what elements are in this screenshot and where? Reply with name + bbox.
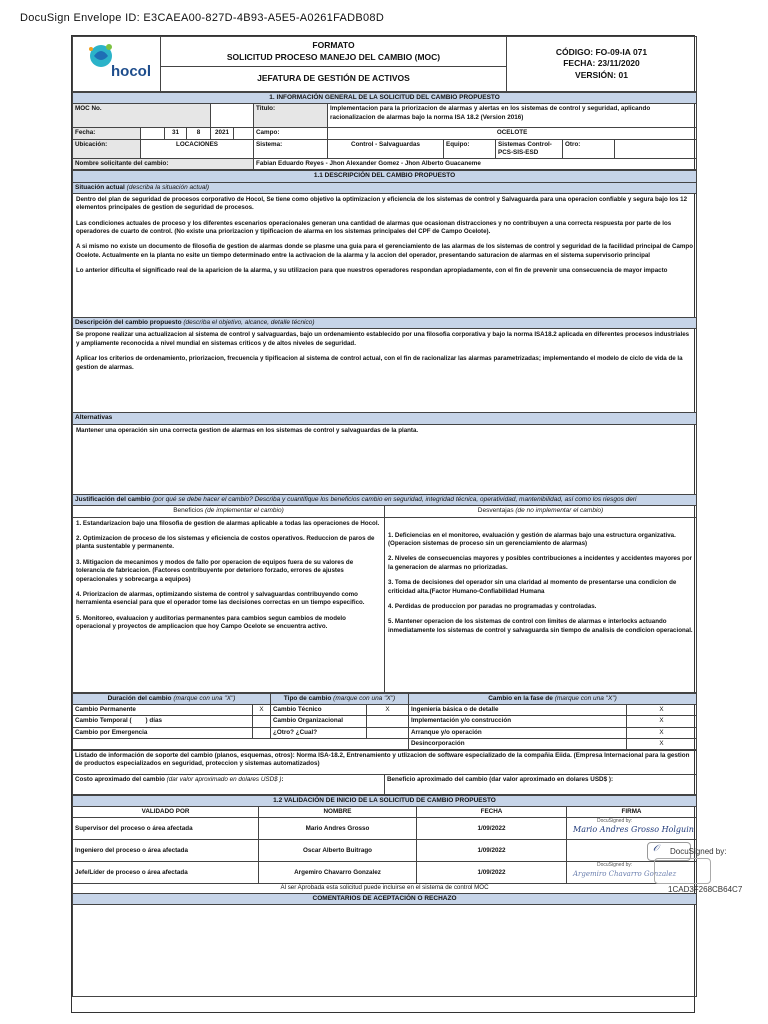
table-row	[73, 840, 697, 862]
desventaja-item: 2. Niveles de consecuencias mayores y posibles contribuciones a incidentes y accidentes mayores por la generacion de alarmas no priorizadas.	[388, 555, 693, 571]
signature: Argemiro Chavarro Gonzalez	[573, 870, 677, 879]
duracion-hint: (marque con una "X")	[173, 694, 236, 702]
costo-cell[interactable]	[73, 774, 385, 794]
form-title: SOLICITUD PROCESO MANEJO DEL CAMBIO (MOC)	[226, 51, 441, 62]
form-version: VERSIÓN: 01	[575, 69, 628, 80]
code-cell	[507, 37, 697, 92]
situacion-header	[73, 182, 697, 193]
situacion-hint: (describa la situación actual)	[126, 183, 210, 191]
desventaja-item: 3. Toma de decisiones del operador sin una claridad al momento de presentarse una condicion de criticidad alta.(Factor Humano-Confiabilidad Humana	[388, 579, 677, 595]
costo-label: Costo aproximado del cambio	[75, 775, 165, 783]
emergencia-mark[interactable]	[253, 727, 271, 738]
justificacion-header	[73, 494, 697, 505]
validador-fecha: 1/09/2022	[417, 818, 567, 840]
ubicacion-value[interactable]: LOCACIONES	[141, 139, 254, 158]
desventajas-label: Desventajas	[477, 507, 514, 515]
campo-value[interactable]: OCELOTE	[328, 128, 697, 139]
section-1	[72, 92, 697, 170]
beneficio-item: 3. Mitigacion de mecanimos y modos de fallo por operacion de equipos fuera de su valores de tolerancia de fabricacion. (Factores contribuyente por deterioro forzado, errores de ajustes operacionales y sobrecarga a equipos)	[76, 558, 354, 583]
fase-item-mark[interactable]: X	[627, 716, 697, 727]
comentarios-area[interactable]	[73, 904, 697, 996]
fecha-year[interactable]: 2021	[211, 128, 234, 139]
fecha-month[interactable]: 8	[187, 128, 211, 139]
hocol-logo-icon	[77, 38, 157, 86]
tipo-header	[271, 693, 409, 704]
fase-item-label: Implementación y/o construcción	[409, 716, 627, 727]
form-title-cell	[161, 37, 507, 67]
docusigned-small: DocuSigned by:	[597, 862, 633, 869]
fase-item-label: Desincorporación	[409, 738, 627, 749]
alternativas-label: Alternativas	[73, 413, 697, 424]
desventaja-item: 4. Perdidas de produccion por paradas no programadas y controladas.	[388, 602, 597, 610]
signature: Mario Andres Grosso Holguin	[573, 825, 694, 835]
desventajas-header	[385, 506, 697, 517]
organizacional-mark[interactable]	[367, 716, 409, 727]
desventaja-item: 5. Mantener operacion de los sistemas de control con limites de alarmas e interlocks actuando inmediatamente los sistemas de control y salvaguarda sin tiempo de analisis de condicion operacional.	[388, 618, 693, 634]
temporal-dias: días	[149, 717, 163, 725]
moc-form	[71, 35, 695, 1013]
docusign-code: 1CAD3F268CB64C7	[668, 885, 743, 894]
fase-item-label: Arranque y/o operación	[409, 727, 627, 738]
desventaja-item: 1. Deficiencias en el monitoreo, evaluación y gestión de alarmas bajo una estructura organizativa. (Operacion sistemas de proceso sin un gerenciamiento de alarmas)	[388, 531, 676, 548]
situacion-para: Lo anterior dificulta el significado real de la aparicion de la alarma, y su utilizacion para que nuestros operadores respondan apropiadamente, con el fin de prevenir una consecuencia de mayor impacto	[76, 267, 668, 275]
equipo-label: Equipo:	[444, 139, 496, 158]
tipo-hint: (marque con una "X")	[333, 694, 396, 702]
table-row	[73, 818, 697, 840]
sistema-label: Sistema:	[254, 139, 328, 158]
comentarios-title: COMENTARIOS DE ACEPTACIÓN O RECHAZO	[73, 893, 697, 904]
costo-suffix: :	[281, 775, 284, 783]
format-label: FORMATO	[312, 40, 355, 51]
fecha-label: Fecha:	[73, 128, 141, 139]
situacion-text[interactable]	[73, 194, 697, 318]
beneficio-item: 1. Estandarizacion bajo una filosofia de gestion de alarmas aplicable a todas las operaciones de Hocol.	[76, 519, 380, 527]
moc-value[interactable]	[211, 104, 254, 128]
aprobada-note: Al ser Aprobada esta solicitud puede incluirse en el sistema de control MOC	[73, 884, 697, 893]
beneficio-item: 4. Priorizacion de alarmas, optimizando sistema de control y salvaguardas contribuyendo como herramienta esencial para que el operador tome las decisiones correctas en un tiempo especifico.	[76, 590, 365, 607]
section-1-title: 1. INFORMACIÓN GENERAL DE LA SOLICITUD DEL CAMBIO PROPUESTO	[73, 93, 697, 104]
validador-fecha: 1/09/2022	[417, 840, 567, 862]
ubicacion-label: Ubicación:	[73, 139, 141, 158]
col-firma: FIRMA	[567, 807, 697, 818]
docusigned-by-label: DocuSigned by:	[670, 847, 727, 856]
situacion-label: Situación actual	[75, 183, 125, 191]
equipo-value[interactable]: Sistemas Control-PCS-SIS-ESD	[496, 139, 563, 158]
titulo-value[interactable]: Implementacion para la priorizacion de alarmas y alertas en los sistemas de control y seguridad, aplicando racionalizacion de alarmas bajo la norma ISA 18.2 (Version 2016)	[328, 104, 697, 128]
form-code: CÓDIGO: FO-09-IA 071	[555, 47, 648, 58]
duracion-label: Duración del cambio	[107, 694, 172, 702]
sistema-value[interactable]: Control - Salvaguardas	[328, 139, 444, 158]
form-header	[72, 36, 697, 92]
descripcion-hint: (describa el objetivo, alcance, detalle técnico)	[183, 319, 315, 326]
solicitante-label: Nombre solicitante del cambio:	[73, 158, 254, 169]
situacion-para: A si mismo no existe un documento de filosofia de gestion de alarmas donde se plasme una guia para el gerenciamiento de las alarmas de los sistemas de control y seguridad de la facilidad principal de Campo Ocelote. Actualmente en la planta no esite un tiempo determinado entre la activacion de la alarma y la accion del operador, presentando saturacion de alarmas en el sistema supervisorio principal	[76, 243, 693, 259]
descripcion-para: Aplicar los criterios de ordenamiento, priorizacion, frecuencia y tipificacion al sistema de control actual, con el fin de racionalizar las alarmas parametrizadas; implementando el modelo de ciclo de vida de la gestion de alarmas.	[76, 355, 683, 371]
table-row	[73, 862, 697, 884]
fase-item-label: Ingeniería básica o de detalle	[409, 705, 627, 716]
change-classification	[72, 693, 697, 750]
listado-value: Norma ISA-18.2, Entrenamiento y utlizacion de software especializado de la compañia Eiida. (Empresa Internacional para la gestion de productos especializados en seguridad, proteccion y sistemas automatizados)	[75, 751, 690, 768]
validador-rol: Jefe/Líder de proceso o área afectada	[73, 862, 259, 884]
validador-nombre: Argemiro Chavarro Gonzalez	[259, 862, 417, 884]
moc-label: MOC No.	[73, 104, 211, 128]
section-1-1	[72, 170, 697, 693]
fecha-spacer	[141, 128, 165, 139]
temporal-days-input[interactable]: ( )	[129, 717, 148, 725]
section-1-2	[72, 795, 697, 997]
alternativas-text[interactable]	[73, 424, 697, 494]
tecnico-mark[interactable]: X	[367, 705, 409, 716]
fase-hint: (marque con una "X")	[554, 694, 617, 702]
soporte-section	[72, 750, 697, 795]
fase-item-mark[interactable]: X	[627, 705, 697, 716]
organizacional-label: Cambio Organizacional	[271, 716, 367, 727]
descripcion-header	[73, 318, 697, 329]
titulo-label: Titulo:	[254, 104, 328, 128]
fecha-day[interactable]: 31	[165, 128, 187, 139]
situacion-para: Las condiciones actuales de proceso y los diferentes escenarios operacionales generan una cantidad de alarmas que ocasionan distracciones y no contribuyen a una correcta respuesta por parte de los operadores de cuarto de control. (No existe una priorizacion y tipificacion de alarma en los sistemas principales del CPF de Campo Ocelote).	[76, 219, 672, 236]
hocol-logo	[73, 37, 161, 92]
beneficios-list[interactable]	[73, 517, 385, 692]
permanente-mark[interactable]: X	[253, 705, 271, 716]
fase-header	[409, 693, 697, 704]
otro-label: Otro:	[563, 139, 615, 158]
fase-item-mark[interactable]: X	[627, 727, 697, 738]
validador-rol: Supervisor del proceso o área afectada	[73, 818, 259, 840]
beneficios-hint: (de implementar el cambio)	[205, 507, 284, 515]
fase-label: Cambio en la fase de	[488, 694, 553, 702]
solicitante-value[interactable]: Fabian Eduardo Reyes - Jhon Alexander Gomez - Jhon Alberto Guacaneme	[254, 158, 697, 169]
justificacion-label: Justificación del cambio	[75, 495, 151, 503]
temporal-label	[73, 716, 253, 727]
costo-hint: (dar valor aproximado en dolares USD$ )	[166, 775, 282, 783]
descripcion-text[interactable]	[73, 329, 697, 413]
otro-value[interactable]	[615, 139, 697, 158]
section-1-2-title: 1.2 VALIDACIÓN DE INICIO DE LA SOLICITUD DE CAMBIO PROPUESTO	[73, 795, 697, 806]
beneficio-item: 2. Optimizacion de proceso de los sistemas y eficiencia de costos operativos. Reduccion de paros de planta sustentable y permanente.	[76, 535, 375, 551]
beneficios-label: Beneficios	[173, 507, 204, 515]
department: JEFATURA DE GESTIÓN DE ACTIVOS	[161, 67, 507, 92]
listado-label: Listado de información de soporte del cambio (planos, esquemas, otros):	[75, 751, 295, 759]
validador-nombre: Mario Andres Grosso	[259, 818, 417, 840]
duracion-header	[73, 693, 271, 704]
temporal-mark[interactable]	[253, 716, 271, 727]
col-nombre: NOMBRE	[259, 807, 417, 818]
firma-cell[interactable]	[567, 818, 697, 840]
descripcion-para: Se propone realizar una actualizacion al sistema de control y salvaguardas, bajo un ordenamiento establecido por una filosofia corporativa y bajo la norma ISA18.2 aplicada en diferentes procesos industriales y ampliamente reconocida a nivel mundial en sistemas criticos y de altos niveles de seguridad.	[76, 331, 690, 347]
alternativas-para: Mantener una operación sin una correcta gestion de alarmas en los sistemas de control y salvaguardas de la planta.	[76, 426, 419, 434]
beneficio-aprox-label[interactable]: Beneficio aproximado del cambio (dar valor aproximado en dolares USD$ ):	[385, 774, 697, 794]
otro-cual-mark[interactable]	[367, 727, 409, 738]
tipo-label: Tipo de cambio	[283, 694, 332, 702]
validador-fecha: 1/09/2022	[417, 862, 567, 884]
temporal-text: Cambio Temporal	[75, 717, 128, 725]
permanente-label: Cambio Permanente	[73, 705, 253, 716]
section-1-1-title: 1.1 DESCRIPCIÓN DEL CAMBIO PROPUESTO	[73, 171, 697, 182]
docusign-envelope-id: DocuSign Envelope ID: E3CAEA00-827D-4B93-A5E5-A0261FADB08D	[20, 12, 385, 24]
validador-nombre: Oscar Alberto Buitrago	[259, 840, 417, 862]
desventajas-hint: (de no implementar el cambio)	[515, 507, 604, 515]
emergencia-label: Cambio por Emergencia	[73, 727, 253, 738]
docusigned-small: DocuSigned by:	[597, 818, 633, 825]
desventajas-list[interactable]	[385, 517, 697, 692]
otro-cual-label: ¿Otro? ¿Cual?	[271, 727, 367, 738]
campo-label: Campo:	[254, 128, 328, 139]
col-fecha: FECHA	[417, 807, 567, 818]
tecnico-label: Cambio Técnico	[271, 705, 367, 716]
hocol-logo-text: hocol	[110, 63, 151, 81]
listado-soporte[interactable]	[73, 750, 697, 774]
signature-mark: 𝒪	[653, 844, 659, 855]
descripcion-label: Descripción del cambio propuesto	[75, 319, 182, 326]
col-validado: VALIDADO POR	[73, 807, 259, 818]
beneficio-item: 5. Monitoreo, evaluacion y auditorias permanentes para cambios segun cambios de modelo operacional y proyectos de amplicacion que hoy Campo Ocelote se encuentra activo.	[76, 614, 346, 630]
justificacion-hint: (por qué se debe hacer el cambio? Describa y cuantifique los beneficios cambio en seguridad, integridad técnica, operatividad, mantenibilidad, así como los riesgos deri	[152, 495, 637, 503]
fase-item-mark[interactable]: X	[627, 738, 697, 749]
situacion-para: Dentro del plan de seguridad de procesos corporativo de Hocol, Se tiene como objetivo la optimizacion y eficiencia de los sistemas de control y Salvaguarda para una operacion confiable y segura bajo los 12 elementos principales de gestion de seguridad de procesos.	[76, 196, 688, 212]
fecha-spacer-2	[234, 128, 254, 139]
blank-row	[73, 738, 409, 749]
form-date: FECHA: 23/11/2020	[563, 58, 640, 69]
beneficios-header	[73, 506, 385, 517]
docusign-seal-icon	[654, 858, 711, 884]
validador-rol: Ingeniero del proceso o área afectada	[73, 840, 259, 862]
